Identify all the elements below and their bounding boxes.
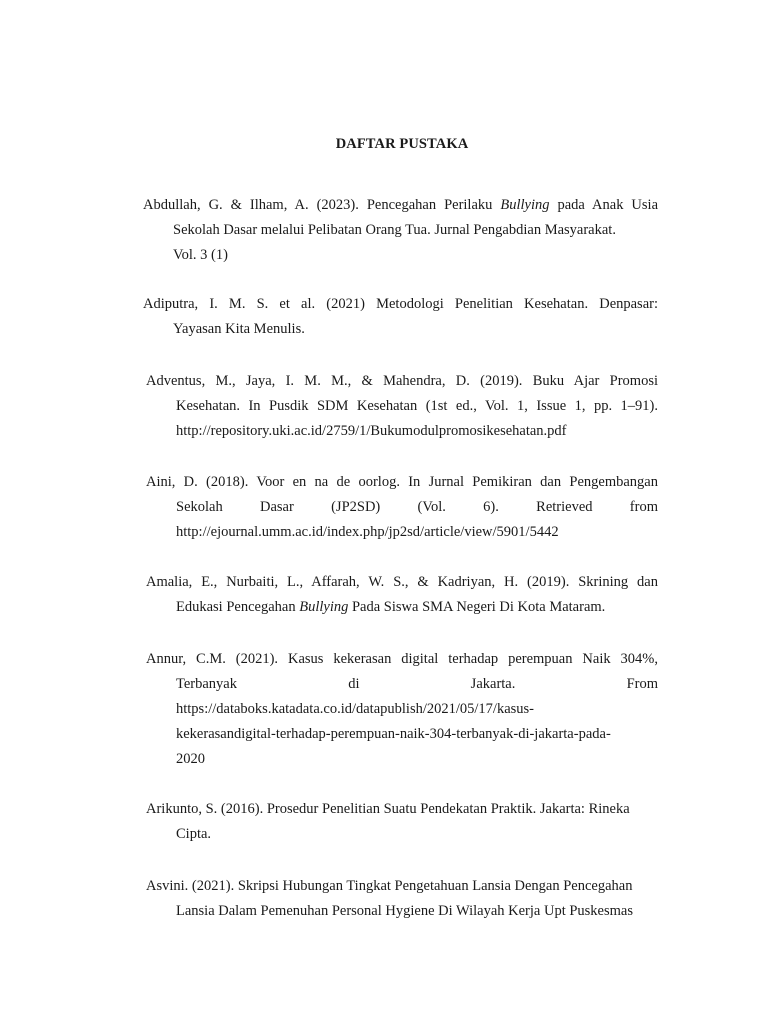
italic-term: Bullying	[299, 599, 349, 615]
reference-link[interactable]: http://repository.uki.ac.id/2759/1/Bukumodulpromosikesehatan.pdf	[176, 423, 567, 439]
reference-link[interactable]: 2020	[176, 751, 205, 767]
reference-line: Terbanyak di Jakarta. From	[176, 676, 658, 692]
reference-line: Annur, C.M. (2021). Kasus kekerasan digital terhadap perempuan Naik 304%,	[146, 651, 658, 667]
reference-entry	[143, 292, 658, 342]
reference-line: Amalia, E., Nurbaiti, L., Affarah, W. S., & Kadriyan, H. (2019). Skrining dan	[146, 574, 658, 590]
reference-line: Edukasi Pencegahan Bullying Pada Siswa SMA Negeri Di Kota Mataram.	[176, 599, 606, 615]
italic-term: Bullying	[500, 197, 550, 213]
reference-line: Sekolah Dasar melalui Pelibatan Orang Tua. Jurnal Pengabdian Masyarakat.	[173, 222, 616, 238]
reference-entry	[146, 797, 661, 847]
page-title: DAFTAR PUSTAKA	[335, 136, 469, 152]
reference-line: Adventus, M., Jaya, I. M. M., & Mahendra, D. (2019). Buku Ajar Promosi	[146, 373, 658, 389]
reference-line: Arikunto, S. (2016). Prosedur Penelitian Suatu Pendekatan Praktik. Jakarta: Rineka	[146, 801, 630, 817]
reference-link[interactable]: kekerasandigital-terhadap-perempuan-naik-304-terbanyak-di-jakarta-pada-	[176, 726, 611, 742]
reference-line: Abdullah, G. & Ilham, A. (2023). Pencegahan Perilaku Bullying pada Anak Usia	[143, 197, 659, 213]
reference-line: Lansia Dalam Pemenuhan Personal Hygiene Di Wilayah Kerja Upt Puskesmas	[176, 903, 633, 919]
reference-line: Adiputra, I. M. S. et al. (2021) Metodologi Penelitian Kesehatan. Denpasar:	[143, 296, 658, 312]
reference-entry	[146, 570, 658, 620]
reference-line: Sekolah Dasar (JP2SD) (Vol. 6). Retrieved from	[176, 499, 658, 515]
reference-line: Aini, D. (2018). Voor en na de oorlog. In Jurnal Pemikiran dan Pengembangan	[146, 474, 658, 490]
reference-line: Kesehatan. In Pusdik SDM Kesehatan (1st ed., Vol. 1, Issue 1, pp. 1–91).	[176, 398, 658, 414]
reference-entry	[146, 647, 658, 772]
reference-entry	[143, 193, 658, 268]
reference-line: Asvini. (2021). Skripsi Hubungan Tingkat Pengetahuan Lansia Dengan Pencegahan	[146, 878, 633, 894]
reference-entry	[146, 369, 658, 444]
reference-link[interactable]: https://databoks.katadata.co.id/datapublish/2021/05/17/kasus-	[176, 701, 535, 717]
reference-line: Yayasan Kita Menulis.	[173, 321, 305, 337]
reference-entry	[146, 874, 664, 924]
reference-link[interactable]: http://ejournal.umm.ac.id/index.php/jp2sd/article/view/5901/5442	[176, 524, 559, 540]
reference-line: Vol. 3 (1)	[173, 247, 228, 263]
reference-entry	[146, 470, 658, 545]
reference-line: Cipta.	[176, 826, 212, 842]
